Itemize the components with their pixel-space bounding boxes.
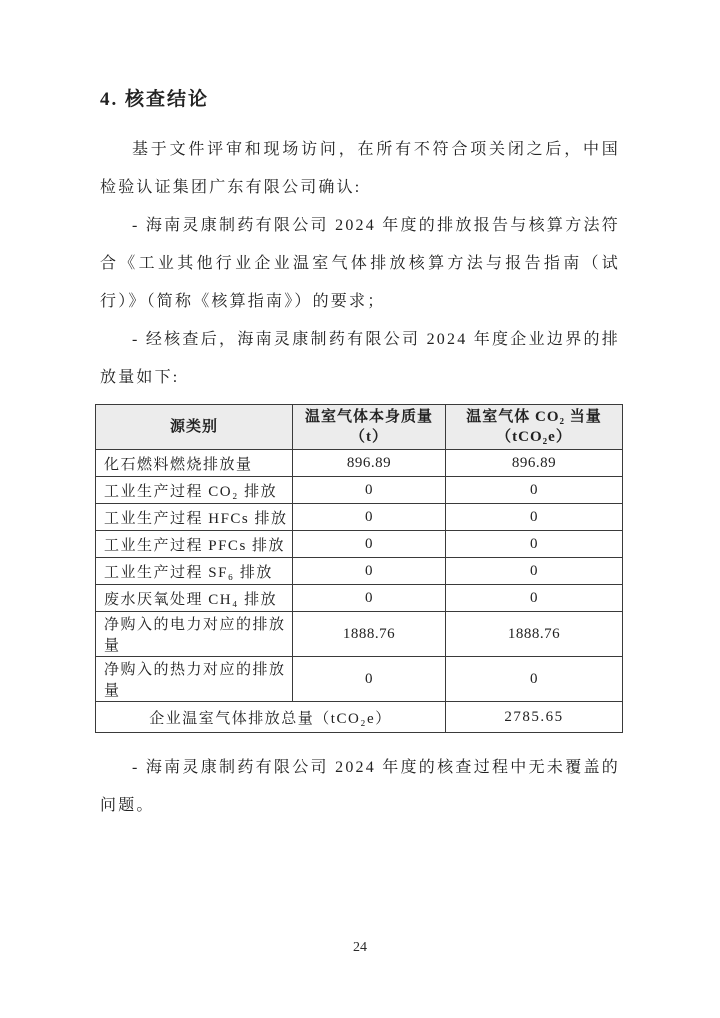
page-number: 24 xyxy=(353,940,367,955)
row-source: 工业生产过程 HFCs 排放 xyxy=(96,504,293,531)
header-co2-equivalent: 温室气体 CO₂ 当量（tCO₂e） xyxy=(446,405,623,450)
paragraph-item-1: - 海南灵康制药有限公司 2024 年度的排放报告与核算方法符合《工业其他行业企业温室气体排放核算方法与报告指南（试行）》（简称《核算指南》）的要求； xyxy=(100,217,620,310)
paragraph-intro: 基于文件评审和现场访问，在所有不符合项关闭之后，中国检验认证集团广东有限公司确认: xyxy=(100,141,620,196)
row-mass: 0 xyxy=(293,477,446,504)
row-co2e: 0 xyxy=(446,558,623,585)
row-co2e: 0 xyxy=(446,531,623,558)
section-heading: 4. 核查结论 xyxy=(100,89,210,110)
header-ghg-mass: 温室气体本身质量（t） xyxy=(293,405,446,450)
row-co2e: 0 xyxy=(446,657,623,702)
table-row xyxy=(96,504,623,531)
table-row xyxy=(96,612,623,657)
row-mass: 896.89 xyxy=(293,450,446,477)
table-row xyxy=(96,657,623,702)
emissions-table xyxy=(95,404,623,733)
total-value: 2785.65 xyxy=(446,702,623,733)
row-co2e: 0 xyxy=(446,585,623,612)
row-source: 工业生产过程 PFCs 排放 xyxy=(96,531,293,558)
table-total-row xyxy=(96,702,623,733)
row-source: 工业生产过程 SF₆ 排放 xyxy=(96,558,293,585)
row-co2e: 0 xyxy=(446,504,623,531)
table-row xyxy=(96,477,623,504)
row-mass: 0 xyxy=(293,585,446,612)
total-label: 企业温室气体排放总量（tCO₂e） xyxy=(96,702,446,733)
table-row xyxy=(96,450,623,477)
row-source: 净购入的电力对应的排放量 xyxy=(96,612,293,657)
row-mass: 1888.76 xyxy=(293,612,446,657)
row-mass: 0 xyxy=(293,504,446,531)
row-source: 工业生产过程 CO₂ 排放 xyxy=(96,477,293,504)
row-mass: 0 xyxy=(293,657,446,702)
paragraph-item-2: - 经核查后，海南灵康制药有限公司 2024 年度企业边界的排放量如下: xyxy=(100,331,620,386)
paragraph-item-3: - 海南灵康制药有限公司 2024 年度的核查过程中无未覆盖的问题。 xyxy=(100,759,620,814)
table-row xyxy=(96,558,623,585)
row-co2e: 0 xyxy=(446,477,623,504)
row-co2e: 1888.76 xyxy=(446,612,623,657)
row-mass: 0 xyxy=(293,558,446,585)
row-source: 净购入的热力对应的排放量 xyxy=(96,657,293,702)
table-row xyxy=(96,531,623,558)
table-header-row xyxy=(96,405,623,450)
table-row xyxy=(96,585,623,612)
row-source: 废水厌氧处理 CH₄ 排放 xyxy=(96,585,293,612)
header-source-category: 源类别 xyxy=(96,405,293,450)
row-co2e: 896.89 xyxy=(446,450,623,477)
row-mass: 0 xyxy=(293,531,446,558)
row-source: 化石燃料燃烧排放量 xyxy=(96,450,293,477)
